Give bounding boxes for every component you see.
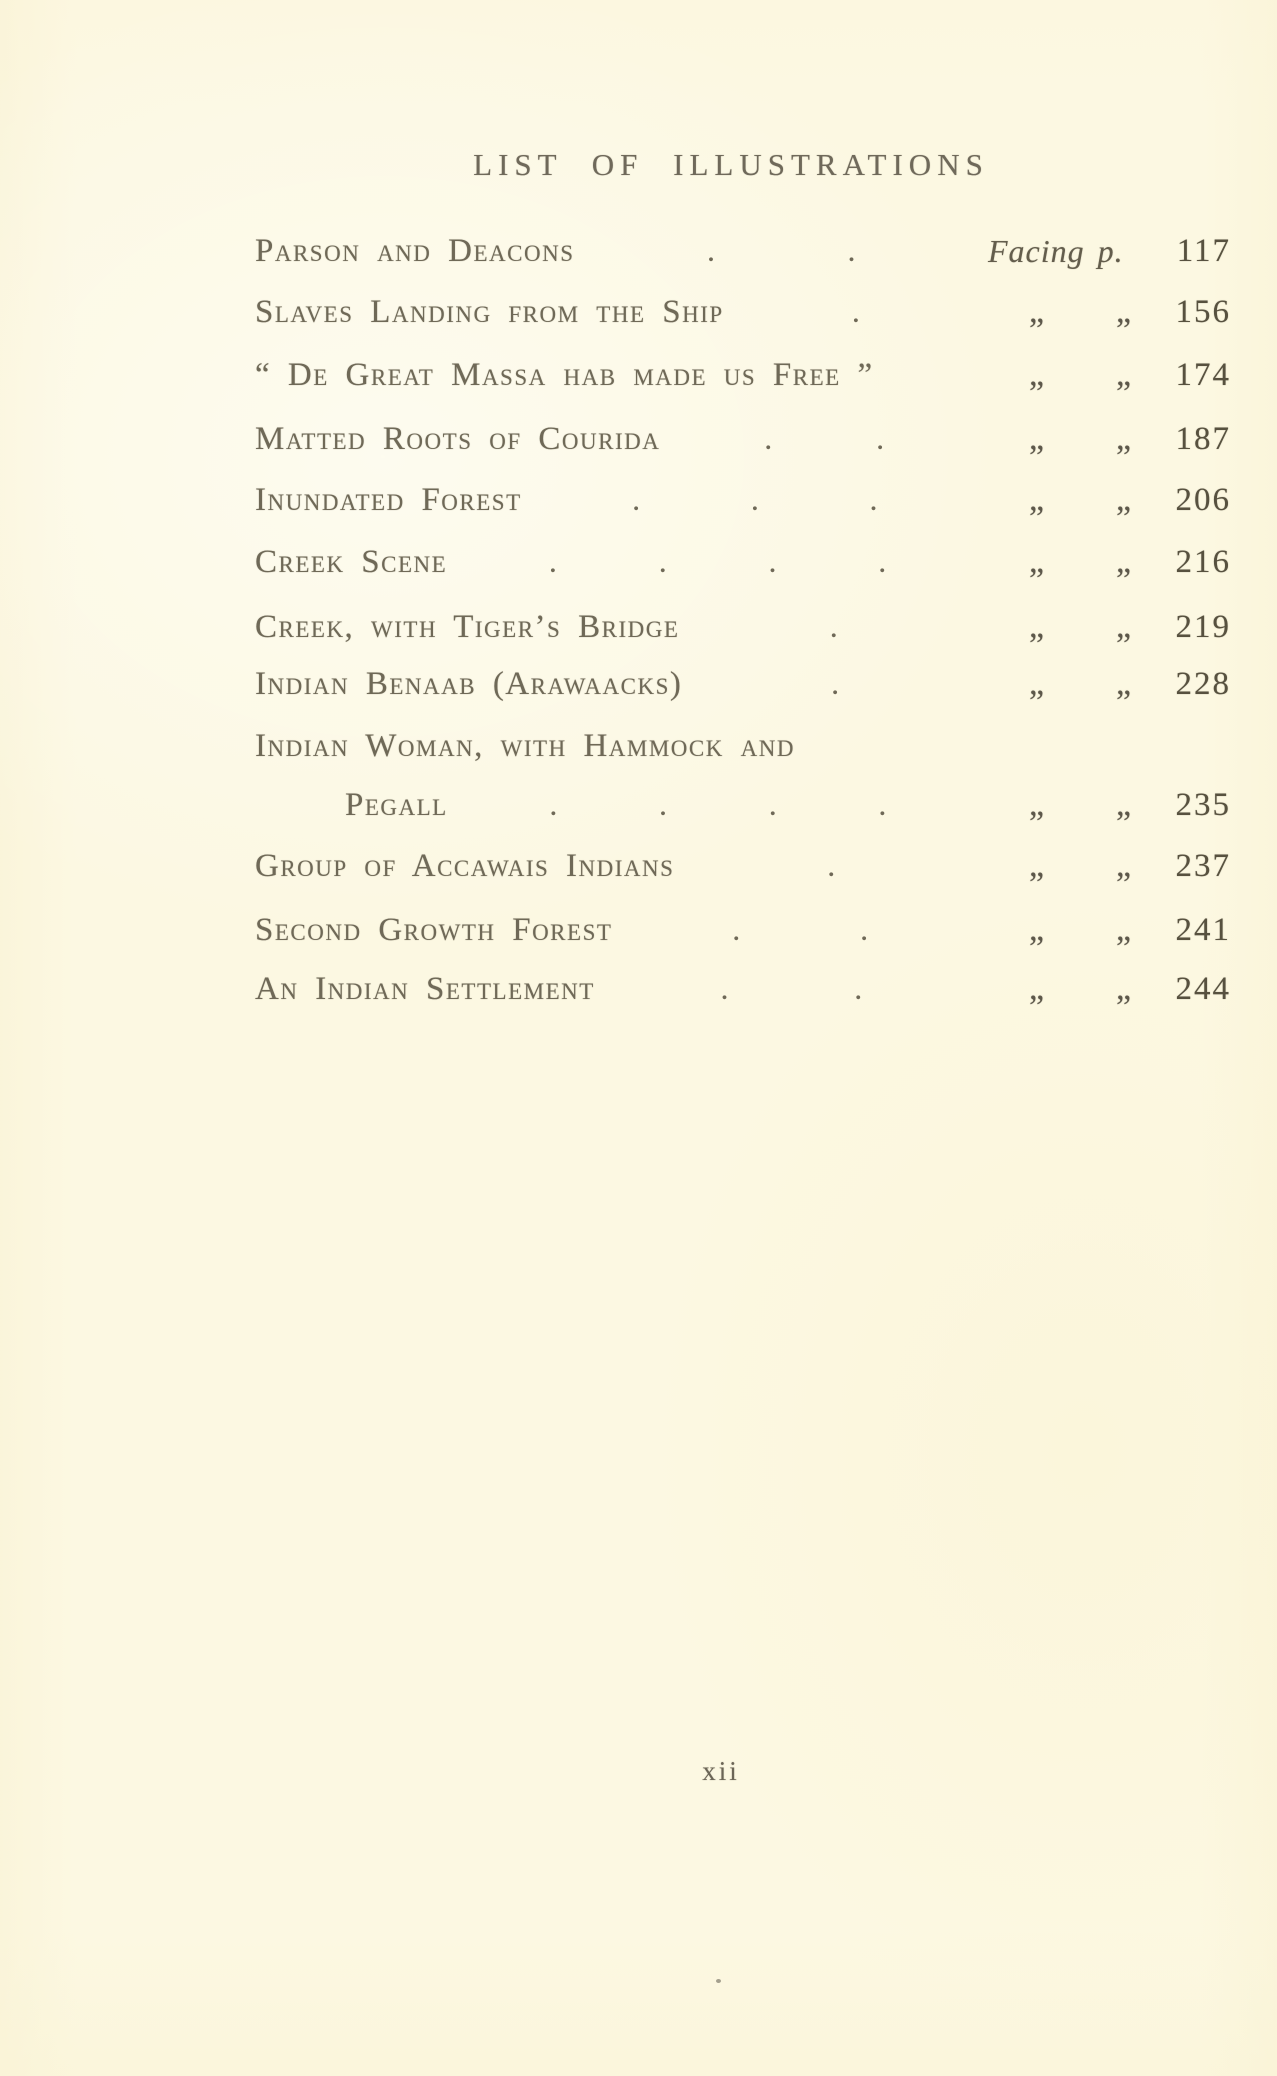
entry-page-number: 241 xyxy=(1175,912,1231,948)
entry-title: Indian Benaab (Arawaacks) xyxy=(255,666,683,702)
leader-dot: . xyxy=(869,482,878,518)
ditto-ref xyxy=(988,290,1156,334)
leader-dots xyxy=(447,540,988,584)
entry-title: Indian Woman, with Hammock and xyxy=(255,728,795,764)
entry-page-number: 237 xyxy=(1175,848,1231,884)
illustration-entry xyxy=(255,353,1231,397)
illustration-entry xyxy=(255,229,1231,273)
leader-dot: . xyxy=(732,912,741,948)
leader-dot: . xyxy=(750,482,759,518)
ditto-ref xyxy=(988,605,1156,649)
entry-title: Second Growth Forest xyxy=(255,912,613,948)
ditto-mark: „ xyxy=(1029,911,1045,948)
leader-dots xyxy=(522,478,988,522)
entry-title: Inundated Forest xyxy=(255,482,522,518)
ditto-mark: „ xyxy=(1029,970,1045,1007)
entry-page-number: 235 xyxy=(1175,787,1231,823)
leader-dot: . xyxy=(549,787,558,823)
illustration-entry xyxy=(255,908,1231,952)
illustration-entry xyxy=(255,605,1231,649)
entry-title: Creek Scene xyxy=(255,544,448,580)
ditto-mark: „ xyxy=(1029,356,1045,393)
ditto-ref xyxy=(988,967,1156,1011)
ditto-ref xyxy=(988,662,1156,706)
ditto-mark: „ xyxy=(1116,543,1132,580)
entry-title: “ De Great Massa hab made us Free ” xyxy=(255,357,874,393)
page-folio: xii xyxy=(702,1756,740,1786)
ditto-ref xyxy=(988,783,1156,827)
entry-page-number: 187 xyxy=(1175,421,1231,457)
leader-dot: . xyxy=(768,787,777,823)
ditto-mark: „ xyxy=(1116,356,1132,393)
ditto-ref xyxy=(988,908,1156,952)
ditto-mark: „ xyxy=(1116,420,1132,457)
leader-dot: . xyxy=(706,233,716,269)
ditto-mark: „ xyxy=(1029,481,1045,518)
leader-dots xyxy=(674,844,988,888)
entry-title: Creek, with Tiger’s Bridge xyxy=(255,609,680,645)
entry-title: Parson and Deacons xyxy=(255,233,575,269)
ditto-mark: „ xyxy=(1029,293,1045,330)
ditto-mark: „ xyxy=(1029,786,1045,823)
entry-page-number: 156 xyxy=(1175,294,1231,330)
entry-page-number: 206 xyxy=(1175,482,1231,518)
leader-dots xyxy=(682,662,988,706)
leader-dots xyxy=(448,783,988,827)
leader-dots xyxy=(595,967,988,1011)
ditto-mark: „ xyxy=(1116,786,1132,823)
ditto-mark: „ xyxy=(1116,665,1132,702)
facing-page-label: Facing p. xyxy=(988,233,1124,269)
ditto-ref xyxy=(988,478,1156,522)
entry-title: Pegall xyxy=(345,787,448,823)
illustration-entry xyxy=(255,967,1231,1011)
entry-page-number: 174 xyxy=(1175,357,1231,393)
leader-dot: . xyxy=(658,544,667,580)
leader-dot: . xyxy=(878,787,887,823)
illustration-entry xyxy=(255,844,1231,888)
leader-dot: . xyxy=(827,848,836,884)
entry-page-number: 117 xyxy=(1176,233,1231,269)
text-block xyxy=(255,0,1231,2076)
ditto-mark: „ xyxy=(1029,608,1045,645)
ditto-mark: „ xyxy=(1116,481,1132,518)
ditto-mark: „ xyxy=(1029,420,1045,457)
leader-dot: . xyxy=(851,294,860,330)
ditto-mark: „ xyxy=(1116,293,1132,330)
page-title: LIST OF ILLUSTRATIONS xyxy=(473,147,989,182)
ditto-mark: „ xyxy=(1029,847,1045,884)
leader-dot: . xyxy=(548,544,558,580)
entry-page-number: 228 xyxy=(1175,666,1231,702)
illustration-entry xyxy=(255,290,1231,334)
entry-title: Group of Accawais Indians xyxy=(255,848,675,884)
leader-dot: . xyxy=(632,482,641,518)
leader-dot: . xyxy=(764,421,773,457)
leader-dots xyxy=(612,908,988,952)
facing-ref xyxy=(988,229,1156,273)
entry-page-number: 244 xyxy=(1175,971,1231,1007)
ditto-mark: „ xyxy=(1029,665,1045,702)
illustration-entry xyxy=(255,417,1231,461)
leader-dots xyxy=(724,290,988,334)
leader-dot: . xyxy=(847,233,856,269)
leader-dots xyxy=(660,417,988,461)
entry-title: Slaves Landing from the Ship xyxy=(255,294,724,330)
ditto-mark: „ xyxy=(1116,608,1132,645)
leader-dot: . xyxy=(720,971,729,1007)
ditto-mark: „ xyxy=(1116,911,1132,948)
ditto-ref xyxy=(988,353,1156,397)
leader-dot: . xyxy=(658,787,668,823)
leader-dot: . xyxy=(878,544,887,580)
ditto-mark: „ xyxy=(1116,847,1132,884)
entry-page-number: 219 xyxy=(1175,609,1231,645)
leader-dots xyxy=(575,229,989,273)
illustration-entry xyxy=(255,540,1231,584)
leader-dot: . xyxy=(854,971,863,1007)
leader-dot: . xyxy=(860,912,869,948)
illustration-entry xyxy=(255,783,1231,827)
ditto-ref xyxy=(988,417,1156,461)
ditto-ref xyxy=(988,844,1156,888)
illustration-entry xyxy=(255,724,1231,768)
leader-dot: . xyxy=(768,544,777,580)
leader-dot: . xyxy=(876,421,885,457)
leader-dot: . xyxy=(831,666,840,702)
ditto-mark: „ xyxy=(1029,543,1045,580)
illustration-entry xyxy=(255,662,1231,706)
leader-dot: . xyxy=(829,609,838,645)
ditto-ref xyxy=(988,540,1156,584)
entry-page-number: 216 xyxy=(1175,544,1231,580)
leader-dots xyxy=(679,605,988,649)
entry-title: Matted Roots of Courida xyxy=(255,421,661,457)
illustration-entry xyxy=(255,478,1231,522)
entry-title: An Indian Settlement xyxy=(255,971,595,1007)
ink-speck xyxy=(716,1979,721,1983)
ditto-mark: „ xyxy=(1116,970,1132,1007)
